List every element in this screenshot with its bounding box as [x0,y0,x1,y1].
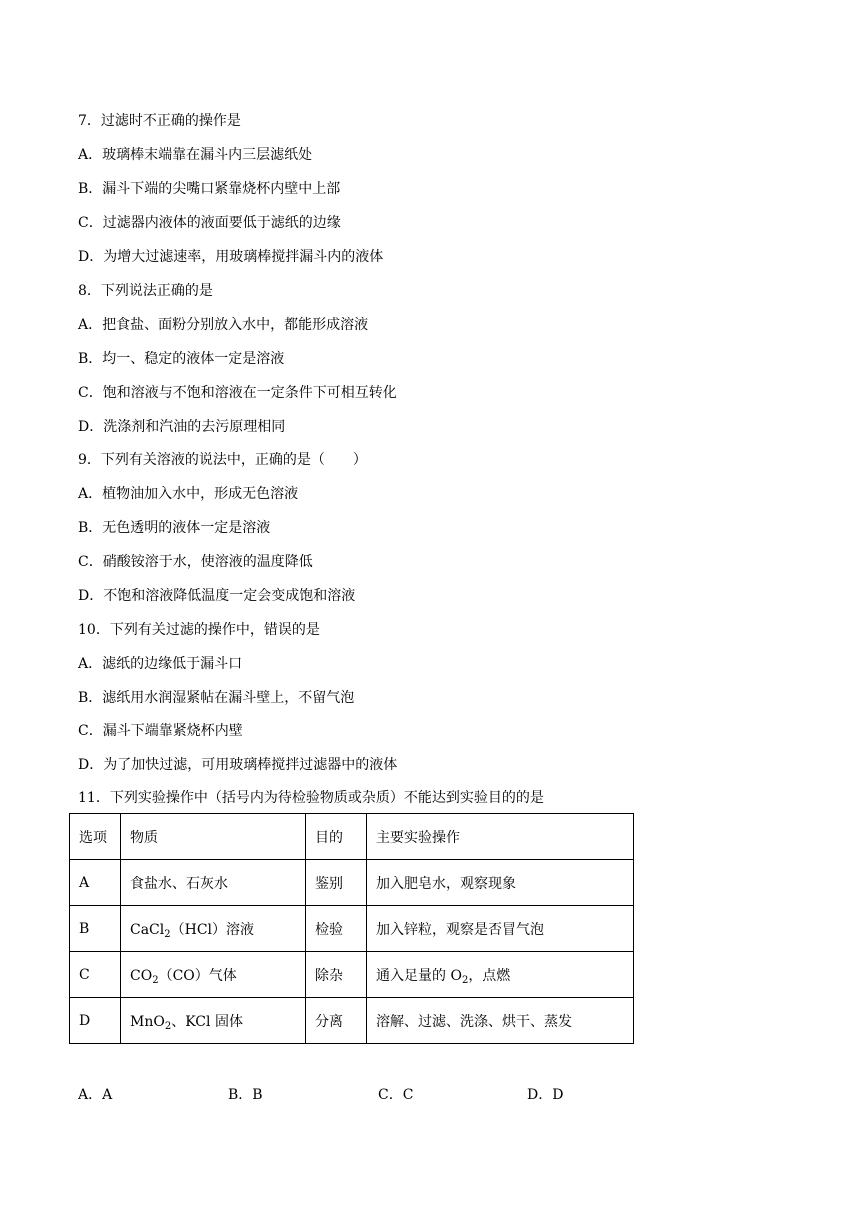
row-substance [121,952,306,998]
operation-text: 通入足量的 O [376,967,462,984]
row-option: B [70,906,121,952]
substance-formula: CO [130,967,153,984]
operation-text: 加入肥皂水，观察现象 [376,875,516,892]
question-10-option-b: B．滤纸用水润湿紧帖在漏斗壁上，不留气泡 [78,690,355,706]
question-8-stem: 8．下列说法正确的是 [78,283,213,299]
row-substance [121,998,306,1044]
row-option: C [70,952,121,998]
substance-suffix: （HCl）溶液 [170,921,255,938]
row-substance [121,860,306,906]
table-header-row [70,814,634,860]
substance-formula: MnO [130,1013,165,1030]
substance-suffix: （CO）气体 [158,967,237,984]
operation-text: 加入锌粒，观察是否冒气泡 [376,921,544,938]
substance-suffix: 、KCl 固体 [171,1013,243,1030]
row-operation [367,860,634,906]
header-operation: 主要实验操作 [367,814,634,860]
question-7-option-b: B．漏斗下端的尖嘴口紧靠烧杯内壁中上部 [78,181,341,197]
question-8-option-c: C．饱和溶液与不饱和溶液在一定条件下可相互转化 [78,385,397,401]
substance-text: 食盐水、石灰水 [130,875,228,892]
row-purpose: 鉴别 [306,860,367,906]
answer-choice-b: B．B [228,1087,263,1103]
row-purpose: 分离 [306,998,367,1044]
answer-choice-c: C．C [378,1087,414,1103]
operation-text: 溶解、过滤、洗涤、烘干、蒸发 [376,1013,572,1030]
row-operation [367,906,634,952]
question-7-option-d: D．为增大过滤速率，用玻璃棒搅拌漏斗内的液体 [78,249,384,265]
table-row [70,998,634,1044]
row-operation [367,998,634,1044]
question-8-option-b: B．均一、稳定的液体一定是溶液 [78,351,285,367]
question-10-option-d: D．为了加快过滤，可用玻璃棒搅拌过滤器中的液体 [78,757,398,773]
question-9-option-c: C．硝酸铵溶于水，使溶液的温度降低 [78,554,313,570]
question-8-option-a: A．把食盐、面粉分别放入水中，都能形成溶液 [78,317,369,333]
question-8-option-d: D．洗涤剂和汽油的去污原理相同 [78,419,286,435]
question-9-option-b: B．无色透明的液体一定是溶液 [78,520,271,536]
row-purpose: 检验 [306,906,367,952]
subscript: 2 [164,928,171,940]
header-purpose: 目的 [306,814,367,860]
question-10-option-c: C．漏斗下端靠紧烧杯内壁 [78,723,243,739]
subscript: 2 [164,1020,172,1032]
table-row [70,906,634,952]
row-option: A [70,860,121,906]
question-7-option-a: A．玻璃棒末端靠在漏斗内三层滤纸处 [78,147,313,163]
row-purpose: 除杂 [306,952,367,998]
answer-choice-d: D．D [527,1087,564,1103]
experiment-table [69,813,634,1044]
row-substance [121,906,306,952]
table-row [70,952,634,998]
question-9-stem: 9．下列有关溶液的说法中，正确的是（ ） [78,452,367,468]
question-10-option-a: A．滤纸的边缘低于漏斗口 [78,656,243,672]
header-option: 选项 [70,814,121,860]
question-11-stem: 11．下列实验操作中（括号内为待检验物质或杂质）不能达到实验目的的是 [78,790,544,806]
row-operation [367,952,634,998]
subscript: 2 [461,974,469,986]
operation-suffix: ，点燃 [468,967,511,984]
table-row [70,860,634,906]
question-9-option-a: A．植物油加入水中，形成无色溶液 [78,486,299,502]
answer-choice-a: A．A [78,1087,113,1103]
question-9-option-d: D．不饱和溶液降低温度一定会变成饱和溶液 [78,588,356,604]
question-7-stem: 7．过滤时不正确的操作是 [78,113,241,129]
subscript: 2 [152,974,159,986]
question-10-stem: 10．下列有关过滤的操作中，错误的是 [78,622,320,638]
substance-formula: CaCl [130,921,165,938]
header-substance: 物质 [121,814,306,860]
question-7-option-c: C．过滤器内液体的液面要低于滤纸的边缘 [78,215,341,231]
row-option: D [70,998,121,1044]
